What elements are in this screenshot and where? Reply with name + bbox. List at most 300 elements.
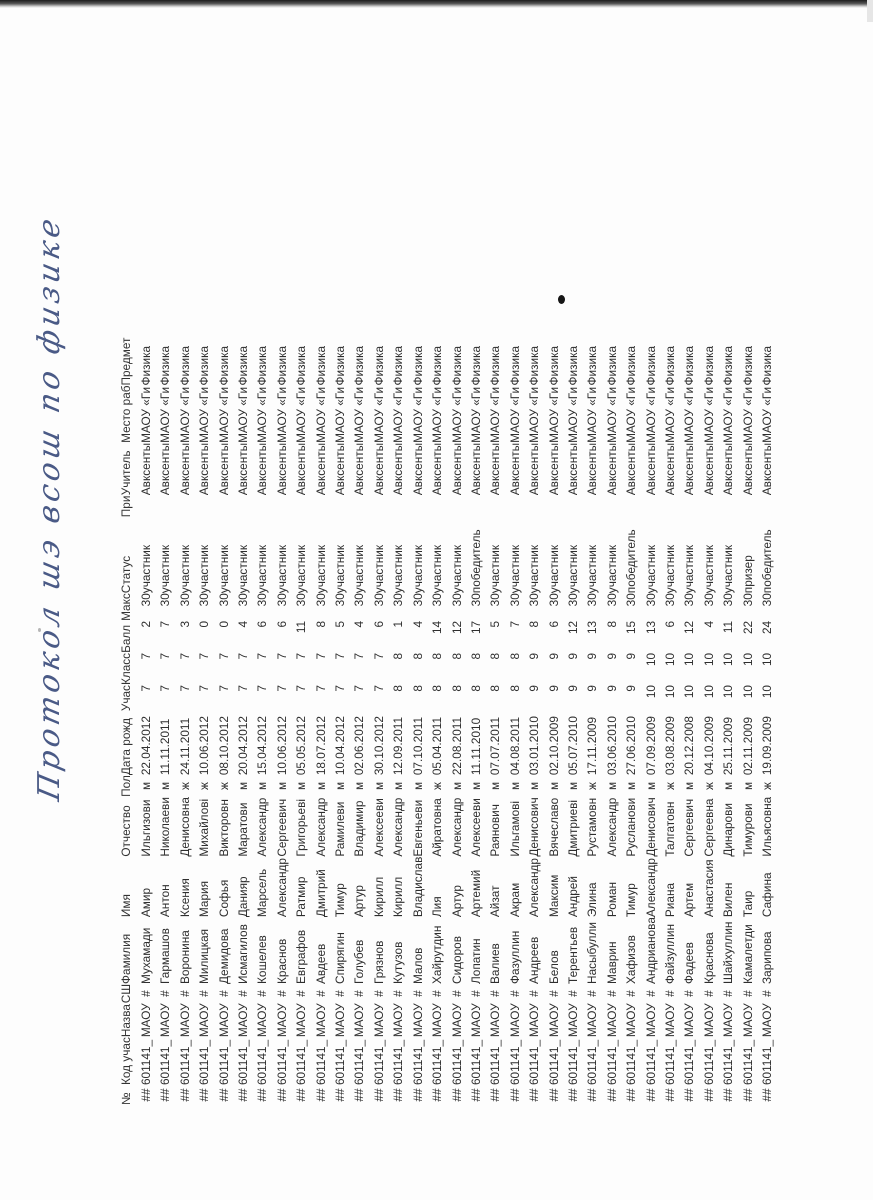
cell-dob: 05.04.2011 xyxy=(430,716,445,776)
cell-school: МАОУ xyxy=(197,1003,212,1038)
cell-sch: # xyxy=(391,990,406,997)
cell-uch: 9 xyxy=(604,685,619,692)
results-table xyxy=(115,335,777,1105)
table-row xyxy=(292,335,311,1105)
cell-school: МАОУ xyxy=(449,1003,464,1038)
cell-code: 601141_ xyxy=(624,1039,639,1085)
table-row xyxy=(680,335,699,1105)
cell-patronymic: Алексееви xyxy=(468,798,483,857)
cell-blank xyxy=(506,495,525,517)
cell-sex: м xyxy=(740,781,755,791)
table-row xyxy=(603,335,622,1105)
cell-sch: # xyxy=(468,990,483,997)
cell-cls: 10 xyxy=(662,652,677,667)
cell-status: участник xyxy=(371,545,386,594)
column-header: Предмет xyxy=(119,337,133,386)
cell-surname: Краснова xyxy=(701,932,716,984)
cell-surname: Краснов xyxy=(274,938,289,984)
cell-surname: Голубев xyxy=(352,939,367,984)
cell-max: 30 xyxy=(158,593,173,607)
cell-school: МАОУ xyxy=(333,1003,348,1038)
cell-no: ## xyxy=(682,1088,697,1102)
cell-status: участник xyxy=(255,545,270,594)
cell-score: 7 xyxy=(507,620,522,628)
cell-status: участник xyxy=(410,545,425,594)
cell-max: 30 xyxy=(139,593,153,607)
cell-school: МАОУ xyxy=(313,1003,328,1038)
cell-code: 601141_ xyxy=(158,1039,173,1085)
cell-dob: 30.10.2012 xyxy=(371,716,386,776)
cell-no: ## xyxy=(236,1088,251,1102)
cell-status: участник xyxy=(333,545,348,594)
cell-blank xyxy=(350,495,369,517)
cell-status: победитель xyxy=(468,529,483,594)
cell-subject: Физика xyxy=(507,345,522,386)
cell-max: 30 xyxy=(546,593,561,607)
cell-score: 4 xyxy=(701,620,716,628)
cell-code: 601141_ xyxy=(139,1039,153,1085)
cell-code: 601141_ xyxy=(410,1039,425,1085)
cell-blank xyxy=(195,495,214,517)
cell-teacher: Авксенты xyxy=(274,442,289,496)
cell-name: Кирилл xyxy=(371,876,386,918)
table-row xyxy=(409,335,428,1105)
cell-uch: 10 xyxy=(701,685,716,699)
cell-name: Амир xyxy=(139,887,153,918)
cell-patronymic: Григорьеві xyxy=(294,799,309,857)
column-header: Пол xyxy=(119,775,133,797)
cell-patronymic: Николаеви xyxy=(158,797,173,857)
cell-teacher: Авксенты xyxy=(546,442,561,496)
cell-status: участник xyxy=(139,545,153,594)
cell-dob: 03.08.2009 xyxy=(662,716,677,776)
cell-school: МАОУ xyxy=(430,1003,445,1038)
cell-code: 601141_ xyxy=(333,1039,348,1085)
cell-score: 11 xyxy=(721,620,736,634)
cell-sch: # xyxy=(313,990,328,997)
cell-no: ## xyxy=(604,1088,619,1102)
cell-sch: # xyxy=(740,990,755,997)
cell-score: 5 xyxy=(488,620,503,628)
cell-workplace: МАОУ «Ги xyxy=(546,386,561,443)
cell-score: 17 xyxy=(468,620,483,635)
cell-blank xyxy=(156,495,175,517)
cell-no: ## xyxy=(197,1088,212,1102)
handwritten-title: Протокол шэ всош по физике xyxy=(32,211,67,804)
cell-name: Мария xyxy=(197,881,212,918)
table-row xyxy=(719,335,738,1105)
cell-name: Дмитрий xyxy=(313,869,328,918)
cell-school: МАОУ xyxy=(565,1003,580,1038)
cell-patronymic: Денисович xyxy=(527,797,542,857)
cell-surname: Грязнов xyxy=(371,940,386,984)
cell-school: МАОУ xyxy=(255,1003,270,1038)
cell-no: ## xyxy=(139,1088,153,1102)
cell-teacher: Авксенты xyxy=(313,442,328,496)
cell-surname: Насыбулли xyxy=(585,922,600,984)
cell-surname: Хайрутдин xyxy=(430,925,445,984)
cell-blank xyxy=(739,495,758,517)
cell-subject: Физика xyxy=(158,345,173,386)
cell-subject: Физика xyxy=(546,345,561,386)
cell-uch: 10 xyxy=(643,685,658,699)
cell-max: 30 xyxy=(585,593,600,607)
table-row xyxy=(215,335,234,1105)
cell-school: МАОУ xyxy=(682,1003,697,1038)
cell-dob: 07.09.2009 xyxy=(643,716,658,776)
column-header: Код учас xyxy=(119,1037,133,1085)
cell-max: 30 xyxy=(488,593,503,607)
cell-uch: 9 xyxy=(565,685,580,692)
cell-code: 601141_ xyxy=(255,1039,270,1085)
cell-status: участник xyxy=(546,545,561,594)
cell-workplace: МАОУ «Ги xyxy=(313,386,328,443)
cell-cls: 7 xyxy=(255,652,270,660)
column-header: Фамилия xyxy=(119,933,133,984)
cell-subject: Физика xyxy=(333,345,348,386)
cell-subject: Физика xyxy=(643,345,658,386)
cell-subject: Физика xyxy=(740,345,755,386)
cell-max: 30 xyxy=(682,593,697,607)
cell-blank xyxy=(525,495,544,517)
cell-school: МАОУ xyxy=(294,1003,309,1038)
cell-dob: 11.11.2010 xyxy=(468,717,483,776)
cell-subject: Физика xyxy=(313,345,328,386)
cell-school: МАОУ xyxy=(371,1003,386,1038)
cell-cls: 7 xyxy=(371,652,386,660)
column-header: Дата рожд xyxy=(119,717,133,776)
cell-name: Софья xyxy=(216,879,231,918)
cell-sch: # xyxy=(488,990,503,997)
cell-workplace: МАОУ «Ги xyxy=(662,386,677,443)
cell-cls: 7 xyxy=(333,652,348,660)
cell-sex: м xyxy=(139,781,153,791)
cell-uch: 7 xyxy=(216,685,231,692)
cell-teacher: Авксенты xyxy=(294,442,309,496)
cell-surname: Авдеев xyxy=(313,943,328,984)
column-header: Место раб xyxy=(119,385,133,443)
cell-surname: Евграфов xyxy=(294,929,309,984)
cell-name: Лия xyxy=(430,896,445,918)
cell-name: Данияр xyxy=(236,876,251,918)
cell-surname: Исмагилов xyxy=(236,924,251,984)
cell-sch: # xyxy=(624,990,639,997)
cell-max: 30 xyxy=(371,593,386,607)
cell-score: 3 xyxy=(177,620,192,628)
cell-teacher: Авксенты xyxy=(449,442,464,496)
table-row xyxy=(739,335,758,1105)
cell-status: участник xyxy=(701,545,716,594)
cell-subject: Физика xyxy=(391,345,406,386)
cell-surname: Спирягин xyxy=(333,932,348,984)
cell-code: 601141_ xyxy=(177,1039,192,1085)
cell-dob: 17.11.2009 xyxy=(585,716,600,776)
cell-name: Айзат xyxy=(488,885,503,918)
cell-cls: 8 xyxy=(488,652,503,660)
cell-dob: 22.08.2011 xyxy=(449,716,464,776)
cell-name: Таир xyxy=(740,890,755,918)
cell-workplace: МАОУ «Ги xyxy=(410,386,425,443)
cell-teacher: Авксенты xyxy=(624,442,639,496)
cell-school: МАОУ xyxy=(391,1003,406,1038)
cell-cls: 9 xyxy=(604,652,619,660)
cell-blank xyxy=(622,495,641,517)
cell-subject: Физика xyxy=(701,345,716,386)
column-header: Балл xyxy=(119,624,133,653)
cell-school: МАОУ xyxy=(158,1003,173,1038)
cell-no: ## xyxy=(333,1088,348,1102)
cell-sex: м xyxy=(255,781,270,791)
cell-blank xyxy=(215,495,234,517)
cell-dob: 07.10.2011 xyxy=(410,716,425,776)
cell-subject: Физика xyxy=(565,345,580,386)
cell-sex: ж xyxy=(177,782,192,790)
cell-subject: Физика xyxy=(274,345,289,386)
cell-surname: Хафизов xyxy=(624,935,639,984)
cell-score: 0 xyxy=(197,620,212,628)
cell-max: 30 xyxy=(352,593,367,607)
cell-status: участник xyxy=(527,545,542,594)
cell-cls: 8 xyxy=(449,652,464,660)
cell-status: участник xyxy=(352,545,367,594)
cell-subject: Физика xyxy=(760,345,774,386)
cell-score: 24 xyxy=(760,620,774,635)
cell-status: участник xyxy=(682,545,697,594)
cell-max: 30 xyxy=(177,593,192,607)
cell-patronymic: Динарови xyxy=(721,803,736,857)
cell-subject: Физика xyxy=(139,345,153,386)
table-row xyxy=(195,335,214,1105)
column-header: Назва xyxy=(119,1004,133,1038)
cell-sex: м xyxy=(507,781,522,791)
cell-dob: 11.11.2011 xyxy=(158,718,173,776)
cell-score: 4 xyxy=(352,620,367,628)
cell-no: ## xyxy=(177,1088,192,1102)
cell-sch: # xyxy=(643,990,658,997)
cell-no: ## xyxy=(701,1088,716,1102)
cell-cls: 10 xyxy=(740,652,755,667)
cell-uch: 7 xyxy=(274,685,289,692)
cell-cls: 10 xyxy=(760,652,774,667)
cell-sex: м xyxy=(488,781,503,791)
cell-sex: м xyxy=(294,781,309,791)
cell-name: Александр xyxy=(643,858,658,918)
cell-teacher: Авксенты xyxy=(391,442,406,496)
cell-blank xyxy=(234,495,253,517)
cell-patronymic: Тимурови xyxy=(740,803,755,857)
cell-workplace: МАОУ «Ги xyxy=(158,386,173,443)
cell-teacher: Авксенты xyxy=(371,442,386,496)
cell-status: победитель xyxy=(760,529,774,594)
cell-sex: м xyxy=(410,781,425,791)
cell-code: 601141_ xyxy=(721,1039,736,1085)
cell-status: участник xyxy=(274,545,289,594)
cell-cls: 7 xyxy=(216,652,231,660)
cell-no: ## xyxy=(507,1088,522,1102)
cell-max: 30 xyxy=(333,593,348,607)
cell-sch: # xyxy=(682,990,697,997)
cell-dob: 10.06.2012 xyxy=(197,716,212,776)
cell-dob: 20.04.2012 xyxy=(236,716,251,776)
cell-blank xyxy=(642,495,661,517)
cell-patronymic: Александр xyxy=(391,797,406,857)
column-header: № xyxy=(119,1092,133,1105)
cell-cls: 7 xyxy=(274,652,289,660)
cell-sch: # xyxy=(333,990,348,997)
cell-no: ## xyxy=(274,1088,289,1102)
cell-dob: 04.08.2011 xyxy=(507,716,522,776)
cell-workplace: МАОУ «Ги xyxy=(507,386,522,443)
cell-sex: м xyxy=(313,781,328,791)
cell-code: 601141_ xyxy=(236,1039,251,1085)
cell-name: Артур xyxy=(449,885,464,918)
cell-teacher: Авксенты xyxy=(333,442,348,496)
cell-uch: 9 xyxy=(585,685,600,692)
cell-workplace: МАОУ «Ги xyxy=(236,386,251,443)
cell-blank xyxy=(448,495,467,517)
cell-patronymic: Ильгизови xyxy=(139,799,153,857)
cell-no: ## xyxy=(546,1088,561,1102)
cell-teacher: Авксенты xyxy=(662,442,677,496)
cell-dob: 02.10.2009 xyxy=(546,716,561,776)
cell-workplace: МАОУ «Ги xyxy=(139,386,153,443)
cell-workplace: МАОУ «Ги xyxy=(488,386,503,443)
cell-name: Антон xyxy=(158,884,173,918)
cell-subject: Физика xyxy=(682,345,697,386)
table-row xyxy=(622,335,641,1105)
cell-uch: 7 xyxy=(333,685,348,692)
cell-school: МАОУ xyxy=(740,1003,755,1038)
cell-sch: # xyxy=(662,990,677,997)
cell-uch: 7 xyxy=(197,685,212,692)
cell-patronymic: Алексееви xyxy=(371,798,386,857)
cell-name: Сафина xyxy=(760,872,774,918)
cell-cls: 10 xyxy=(721,652,736,667)
cell-subject: Физика xyxy=(352,345,367,386)
cell-code: 601141_ xyxy=(352,1039,367,1085)
cell-subject: Физика xyxy=(177,345,192,386)
cell-dob: 27.06.2010 xyxy=(624,716,639,776)
cell-teacher: Авксенты xyxy=(760,442,774,496)
cell-uch: 10 xyxy=(682,685,697,699)
cell-surname: Лопатин xyxy=(468,938,483,984)
cell-sex: м xyxy=(274,781,289,791)
cell-cls: 9 xyxy=(585,652,600,660)
cell-sex: м xyxy=(391,781,406,791)
cell-name: Артемий xyxy=(468,869,483,918)
cell-dob: 04.10.2009 xyxy=(701,716,716,776)
cell-no: ## xyxy=(585,1088,600,1102)
cell-no: ## xyxy=(449,1088,464,1102)
cell-blank xyxy=(292,495,311,517)
cell-name: Анастасия xyxy=(701,859,716,918)
cell-sch: # xyxy=(139,990,153,997)
cell-no: ## xyxy=(565,1088,580,1102)
cell-workplace: МАОУ «Ги xyxy=(468,386,483,443)
cell-status: участник xyxy=(197,545,212,594)
cell-code: 601141_ xyxy=(585,1039,600,1085)
cell-cls: 8 xyxy=(391,652,406,660)
cell-patronymic: Маратови xyxy=(236,802,251,857)
cell-workplace: МАОУ «Ги xyxy=(527,386,542,443)
cell-status: участник xyxy=(643,545,658,594)
cell-cls: 7 xyxy=(294,652,309,660)
cell-code: 601141_ xyxy=(430,1039,445,1085)
cell-cls: 9 xyxy=(527,652,542,660)
cell-status: призер xyxy=(740,555,755,594)
cell-sex: ж xyxy=(760,782,774,790)
cell-workplace: МАОУ «Ги xyxy=(333,386,348,443)
cell-name: Александр xyxy=(527,858,542,918)
cell-subject: Физика xyxy=(624,345,639,386)
cell-score: 8 xyxy=(604,620,619,628)
cell-max: 30 xyxy=(740,593,755,607)
cell-cls: 7 xyxy=(236,652,251,660)
cell-surname: Терентьев xyxy=(565,926,580,984)
cell-cls: 7 xyxy=(177,652,192,660)
cell-uch: 8 xyxy=(507,685,522,692)
cell-sex: м xyxy=(721,781,736,791)
cell-sex: м xyxy=(333,781,348,791)
cell-score: 1 xyxy=(391,620,406,628)
table-row xyxy=(583,335,602,1105)
cell-patronymic: Дмитриеві xyxy=(565,799,580,857)
cell-patronymic: Евгеньеви xyxy=(410,799,425,857)
cell-no: ## xyxy=(352,1088,367,1102)
cell-dob: 05.07.2010 xyxy=(565,716,580,776)
cell-dob: 03.01.2010 xyxy=(527,716,542,776)
cell-workplace: МАОУ «Ги xyxy=(565,386,580,443)
cell-no: ## xyxy=(643,1088,658,1102)
cell-score: 11 xyxy=(294,620,309,634)
cell-score: 5 xyxy=(333,620,348,628)
cell-sch: # xyxy=(410,990,425,997)
cell-dob: 08.10.2012 xyxy=(216,716,231,776)
cell-max: 30 xyxy=(216,593,231,607)
cell-patronymic: Сергеевич xyxy=(682,798,697,857)
cell-school: МАОУ xyxy=(177,1003,192,1038)
cell-school: МАОУ xyxy=(216,1003,231,1038)
cell-sch: # xyxy=(565,990,580,997)
cell-patronymic: Викторовн xyxy=(216,799,231,857)
cell-patronymic: Александр xyxy=(313,797,328,857)
cell-max: 30 xyxy=(643,593,658,607)
cell-sch: # xyxy=(255,990,270,997)
cell-cls: 7 xyxy=(139,652,153,660)
cell-sex: м xyxy=(468,781,483,791)
cell-status: участник xyxy=(313,545,328,594)
table-row xyxy=(758,335,777,1105)
cell-workplace: МАОУ «Ги xyxy=(624,386,639,443)
cell-cls: 7 xyxy=(158,652,173,660)
cell-name: Максим xyxy=(546,874,561,918)
cell-subject: Физика xyxy=(585,345,600,386)
table-header-row xyxy=(115,335,137,1105)
cell-score: 6 xyxy=(546,620,561,628)
cell-blank xyxy=(312,495,331,517)
cell-code: 601141_ xyxy=(546,1039,561,1085)
cell-sex: м xyxy=(527,781,542,791)
table-row xyxy=(564,335,583,1105)
cell-dob: 25.11.2009 xyxy=(721,716,736,776)
cell-workplace: МАОУ «Ги xyxy=(643,386,658,443)
cell-dob: 22.04.2012 xyxy=(139,716,153,776)
table-row xyxy=(642,335,661,1105)
cell-blank xyxy=(467,495,486,517)
cell-score: 6 xyxy=(274,620,289,628)
cell-surname: Файзуллин xyxy=(662,924,677,984)
cell-code: 601141_ xyxy=(643,1039,658,1085)
